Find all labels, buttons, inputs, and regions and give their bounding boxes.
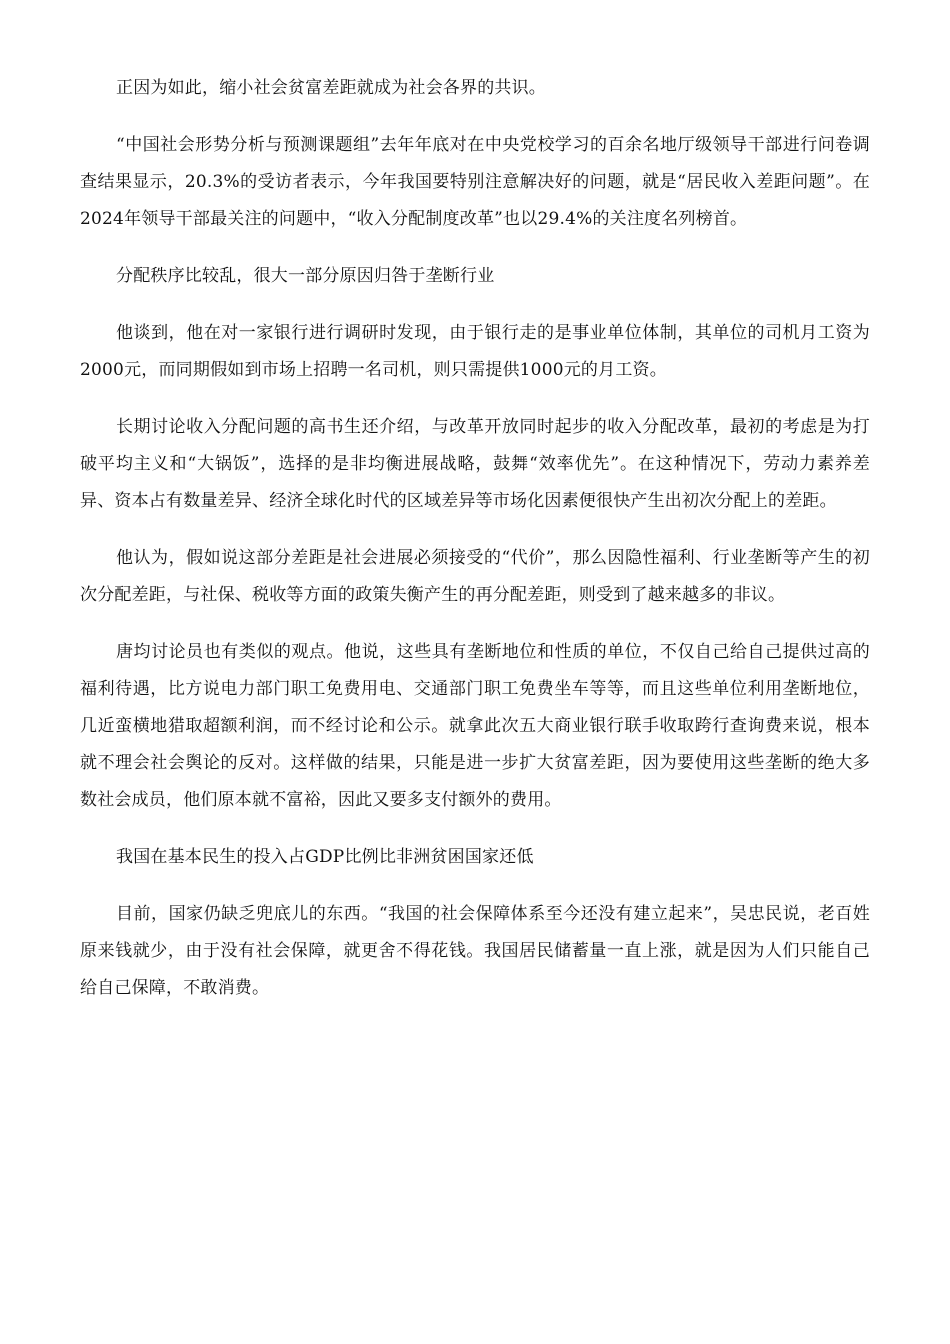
paragraph-survey-results: “中国社会形势分析与预测课题组”去年年底对在中央党校学习的百余名地厅级领导干部进行问卷调查结果显示，20.3%的受访者表示，今年我国要特别注意解决好的问题，就是“居民收入差距问题”。在2024年领导干部最关注的问题中，“收入分配制度改革”也以29.4%的关注度名列榜首。 <box>80 135 870 229</box>
section-heading-monopoly: 分配秩序比较乱，很大一部分原因归咎于垄断行业 <box>116 266 495 286</box>
paragraph-bank-driver-wage: 他谈到，他在对一家银行进行调研时发现，由于银行走的是事业单位体制，其单位的司机月工资为2000元，而同期假如到市场上招聘一名司机，则只需提供1000元的月工资。 <box>80 323 870 380</box>
paragraph-cost-of-development: 他认为，假如说这部分差距是社会进展必须接受的“代价”，那么因隐性福利、行业垄断等产生的初次分配差距，与社保、税收等方面的政策失衡产生的再分配差距，则受到了越来越多的非议。 <box>80 548 870 605</box>
paragraph-monopoly-units: 唐均讨论员也有类似的观点。他说，这些具有垄断地位和性质的单位，不仅自己给自己提供过高的福利待遇，比方说电力部门职工免费用电、交通部门职工免费坐车等等，而且这些单位利用垄断地位，几近蛮横地猎取超额利润，而不经讨论和公示。就拿此次五大商业银行联手收取跨行查询费来说，根本就不理会社会舆论的反对。这样做的结果，只能是进一步扩大贫富差距，因为要使用这些垄断的绝大多数社会成员，他们原本就不富裕，因此又要多支付额外的费用。 <box>80 642 870 810</box>
paragraph-distribution-reform: 长期讨论收入分配问题的高书生还介绍，与改革开放同时起步的收入分配改革，最初的考虑是为打破平均主义和“大锅饭”，选择的是非均衡进展战略，鼓舞“效率优先”。在这种情况下，劳动力素养差异、资本占有数量差异、经济全球化时代的区域差异等市场化因素便很快产生出初次分配上的差距。 <box>80 417 870 511</box>
document-page <box>80 70 870 1027</box>
paragraph-social-security: 目前，国家仍缺乏兜底儿的东西。“我国的社会保障体系至今还没有建立起来”，吴忠民说，老百姓原来钱就少，由于没有社会保障，就更舍不得花钱。我国居民储蓄量一直上涨，就是因为人们只能自己给自己保障，不敢消费。 <box>80 904 870 998</box>
section-heading-livelihood-investment: 我国在基本民生的投入占GDP比例比非洲贫困国家还低 <box>116 847 534 867</box>
paragraph-consensus: 正因为如此，缩小社会贫富差距就成为社会各界的共识。 <box>116 78 546 98</box>
